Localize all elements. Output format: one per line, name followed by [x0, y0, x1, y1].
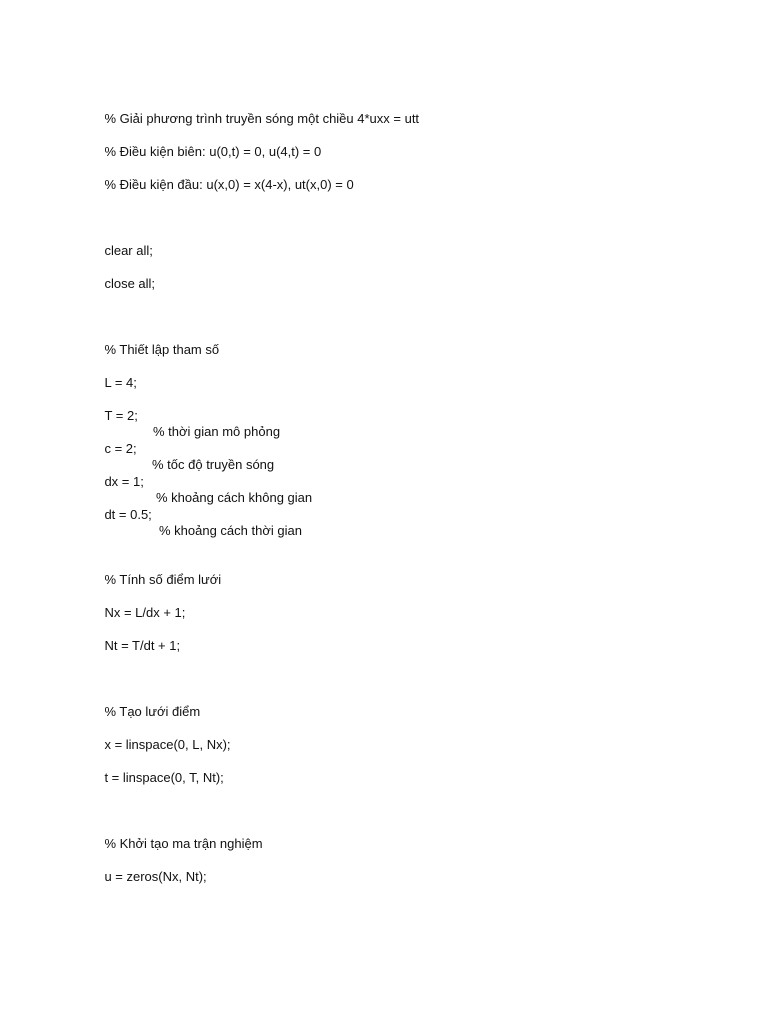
- inline-comment: % khoảng cách thời gian: [159, 523, 302, 538]
- code-line: [90, 161, 354, 209]
- code-line: [90, 622, 180, 670]
- code-line: [90, 260, 155, 308]
- code-text: u = zeros(Nx, Nt);: [104, 869, 207, 884]
- code-text: % Tính số điểm lưới: [104, 572, 222, 587]
- code-text: % Điều kiện đầu: u(x,0) = x(4-x), ut(x,0) = 0: [104, 177, 354, 192]
- code-text: Nx = L/dx + 1;: [104, 605, 186, 620]
- code-line: [90, 754, 224, 802]
- inline-comment: % tốc độ truyền sóng: [152, 457, 275, 472]
- code-text: % Tạo lưới điểm: [104, 704, 201, 719]
- code-text: Nt = T/dt + 1;: [104, 638, 181, 653]
- inline-comment: % khoảng cách không gian: [156, 490, 313, 505]
- code-text: t = linspace(0, T, Nt);: [104, 770, 224, 785]
- code-text: % Giải phương trình truyền sóng một chiều 4*uxx = utt: [104, 111, 420, 126]
- code-text: % Thiết lập tham số: [104, 342, 220, 357]
- code-text: clear all;: [104, 243, 153, 258]
- code-text: c = 2;: [104, 441, 137, 456]
- code-line: [90, 853, 207, 901]
- code-text: x = linspace(0, L, Nx);: [104, 737, 231, 752]
- code-text: dt = 0.5;: [104, 507, 152, 522]
- code-text: close all;: [104, 276, 156, 291]
- code-text: % Khởi tạo ma trận nghiệm: [104, 836, 263, 851]
- inline-comment: % thời gian mô phỏng: [153, 424, 281, 439]
- code-text: T = 2;: [104, 408, 138, 423]
- code-text: L = 4;: [104, 375, 137, 390]
- code-text: % Điều kiện biên: u(0,t) = 0, u(4,t) = 0: [104, 144, 322, 159]
- code-text: dx = 1;: [104, 474, 144, 489]
